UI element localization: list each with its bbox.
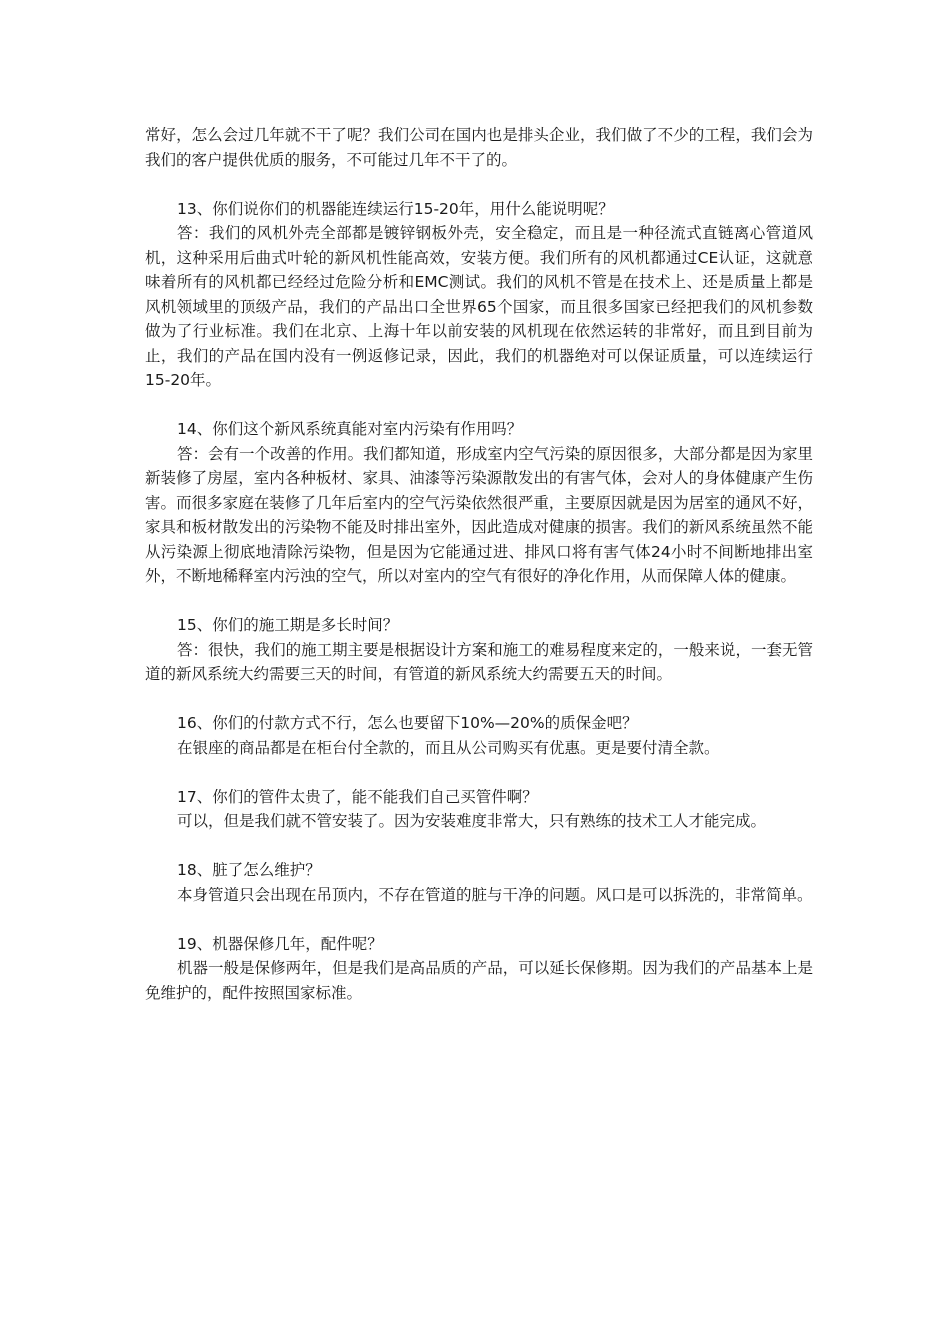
qa-item-15 bbox=[145, 613, 813, 687]
question-15: 15、你们的施工期是多长时间？ bbox=[177, 616, 399, 634]
intro-paragraph: 常好，怎么会过几年就不干了呢？我们公司在国内也是排头企业，我们做了不少的工程，我们会为我们的客户提供优质的服务，不可能过几年不干了的。 bbox=[145, 126, 813, 169]
answer-15: 答：很快，我们的施工期主要是根据设计方案和施工的难易程度来定的，一般来说，一套无管道的新风系统大约需要三天的时间，有管道的新风系统大约需要五天的时间。 bbox=[145, 640, 813, 683]
answer-16: 在银座的商品都是在柜台付全款的，而且从公司购买有优惠。更是要付清全款。 bbox=[177, 738, 720, 757]
qa-item-18 bbox=[145, 858, 813, 907]
qa-item-19 bbox=[145, 932, 813, 1006]
qa-item-13 bbox=[145, 197, 813, 393]
question-16: 16、你们的付款方式不行，怎么也要留下10%—20%的质保金吧？ bbox=[177, 714, 638, 732]
question-14: 14、你们这个新风系统真能对室内污染有作用吗？ bbox=[177, 420, 523, 438]
qa-item-14 bbox=[145, 417, 813, 589]
qa-item-16 bbox=[145, 711, 813, 760]
question-13: 13、你们说你们的机器能连续运行15-20年，用什么能说明呢？ bbox=[177, 199, 614, 218]
answer-18: 本身管道只会出现在吊顶内，不存在管道的脏与干净的问题。风口是可以拆洗的，非常简单。 bbox=[177, 885, 813, 904]
qa-item-17 bbox=[145, 785, 813, 834]
answer-19: 机器一般是保修两年，但是我们是高品质的产品，可以延长保修期。因为我们的产品基本上是免维护的，配件按照国家标准。 bbox=[145, 959, 813, 1002]
question-18: 18、脏了怎么维护？ bbox=[177, 861, 321, 879]
answer-13: 答：我们的风机外壳全部都是镀锌钢板外壳，安全稳定，而且是一种径流式直链离心管道风机，这种采用后曲式叶轮的新风机性能高效，安装方便。我们所有的风机都通过CE认证，这就意味着所有的风机都已经经过危险分析和EMC测试。我们的风机不管是在技术上、还是质量上都是风机领域里的顶级产品，我们的产品出口全世界65个国家，而且很多国家已经把我们的风机参数做为了行业标准。我们在北京、上海十年以前安装的风机现在依然运转的非常好，而且到目前为止，我们的产品在国内没有一例返修记录，因此，我们的机器绝对可以保证质量，可以连续运行15-20年。 bbox=[145, 224, 813, 389]
answer-14: 答：会有一个改善的作用。我们都知道，形成室内空气污染的原因很多，大部分都是因为家里新装修了房屋，室内各种板材、家具、油漆等污染源散发出的有害气体，会对人的身体健康产生伤害。而很多家庭在装修了几年后室内的空气污染依然很严重，主要原因就是因为居室的通风不好，家具和板材散发出的污染物不能及时排出室外，因此造成对健康的损害。我们的新风系统虽然不能从污染源上彻底地清除污染物，但是因为它能通过进、排风口将有害气体24小时不间断地排出室外，不断地稀释室内污浊的空气，所以对室内的空气有很好的净化作用，从而保障人体的健康。 bbox=[145, 444, 813, 585]
answer-17: 可以，但是我们就不管安装了。因为安装难度非常大，只有熟练的技术工人才能完成。 bbox=[177, 812, 767, 830]
question-17: 17、你们的管件太贵了，能不能我们自己买管件啊？ bbox=[177, 787, 538, 806]
question-19: 19、机器保修几年，配件呢？ bbox=[177, 934, 383, 953]
document-body bbox=[145, 123, 813, 1005]
